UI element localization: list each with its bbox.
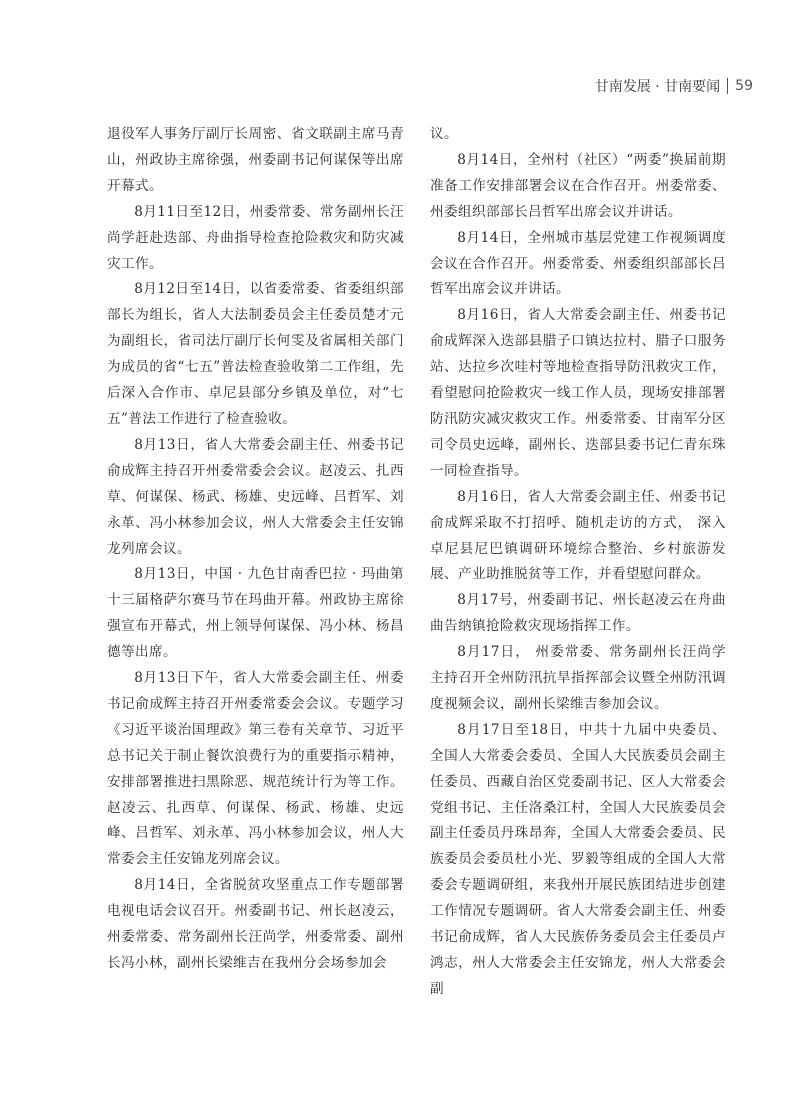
paragraph: 8月11日至12日，州委常委、常务副州长汪尚学赶赴迭部、舟曲指导检查抢险救灾和防灾减灾工作。 (107, 203, 404, 272)
right-column (430, 122, 726, 1003)
left-column (107, 122, 404, 977)
paragraph: 8月17号，州委副书记、州长赵凌云在舟曲曲告纳镇抢险救灾现场指挥工作。 (430, 592, 726, 635)
paragraph: 8月17日至18日，中共十九届中央委员、全国人大常委会委员、全国人大民族委员会副主任委员、西藏自治区党委副书记、区人大常委会党组书记、主任洛桑江村，全国人大民族委员会副主任委员丹珠昂奔，全国人大常委会委员、民族委员会委员杜小光、罗毅等组成的全国人大常委会专题调研组，来我州开展民族团结进步创建工作情况专题调研。省人大常委会副主任、州委书记俞成辉，省人大民族侨务委员会主任委员卢鸿志，州人大常委会主任安锦龙，州人大常委会副 (430, 721, 726, 997)
paragraph: 8月14日，全州城市基层党建工作视频调度会议在合作召开。州委常委、州委组织部部长吕哲军出席会议并讲话。 (430, 229, 726, 298)
paragraph: 8月13日，省人大常委会副主任、州委书记俞成辉主持召开州委常委会会议。赵凌云、扎西草、何谋保、杨武、杨雄、史远峰、吕哲军、刘永革、冯小林参加会议，州人大常委会主任安锦龙列席会议。 (107, 436, 404, 557)
paragraph: 8月14日，全州村（社区）“两委”换届前期准备工作安排部署会议在合作召开。州委常委、州委组织部部长吕哲军出席会议并讲话。 (430, 151, 726, 220)
section-title: 甘南发展 · 甘南要闻 (594, 79, 721, 95)
paragraph: 8月14日，全省脱贫攻坚重点工作专题部署电视电话会议召开。州委副书记、州长赵凌云，州委常委、常务副州长汪尚学，州委常委、副州长冯小林，副州长梁维吉在我州分会场参加会 (107, 877, 404, 971)
paragraph: 退役军人事务厅副厅长周密、省文联副主席马青山，州政协主席徐强，州委副书记何谋保等出席开幕式。 (107, 126, 404, 194)
page-number: 59 (735, 78, 753, 94)
paragraph: 议。 (430, 126, 458, 142)
paragraph: 8月16日，省人大常委会副主任、州委书记俞成辉深入迭部县腊子口镇达拉村、腊子口服务站、达拉乡次哇村等地检查指导防汛救灾工作，看望慰问抢险救灾一线工作人员，现场安排部署防汛防灾减灾救灾工作。州委常委、甘南军分区司令员史远峰，副州长、迭部县委书记仁青东珠一同检查指导。 (430, 307, 726, 479)
paragraph: 8月17日， 州委常委、常务副州长汪尚学主持召开全州防汛抗旱指挥部会议暨全州防汛调度视频会议，副州长梁维吉参加会议。 (430, 644, 726, 712)
page-header (595, 76, 753, 96)
paragraph: 8月13日，中国 · 九色甘南香巴拉 · 玛曲第十三届格萨尔赛马节在玛曲开幕。州政协主席徐强宣布开幕式，州上领导何谋保、冯小林、杨昌德等出席。 (107, 566, 404, 661)
paragraph: 8月12日至14日，以省委常委、省委组织部部长为组长，省人大法制委员会主任委员楚才元为副组长，省司法厅副厅长何雯及省属相关部门为成员的省“七五”普法检查验收第二工作组，先后深入合作市、卓尼县部分乡镇及单位，对“七五”普法工作进行了检查验收。 (107, 281, 404, 427)
paragraph: 8月13日下午，省人大常委会副主任、州委书记俞成辉主持召开州委常委会会议。专题学习《习近平谈治国理政》第三卷有关章节、习近平总书记关于制止餐饮浪费行为的重要指示精神，安排部署推进扫黑除恶、规范统计行为等工作。赵凌云、扎西草、何谋保、杨武、杨雄、史远峰、吕哲军、刘永革、冯小林参加会议，州人大常委会主任安锦龙列席会议。 (107, 670, 404, 868)
header-divider (727, 78, 728, 94)
paragraph: 8月16日，省人大常委会副主任、州委书记俞成辉采取不打招呼、随机走访的方式， 深入卓尼县尼巴镇调研环境综合整治、乡村旅游发展、产业助推脱贫等工作，并看望慰问群众。 (430, 488, 726, 583)
